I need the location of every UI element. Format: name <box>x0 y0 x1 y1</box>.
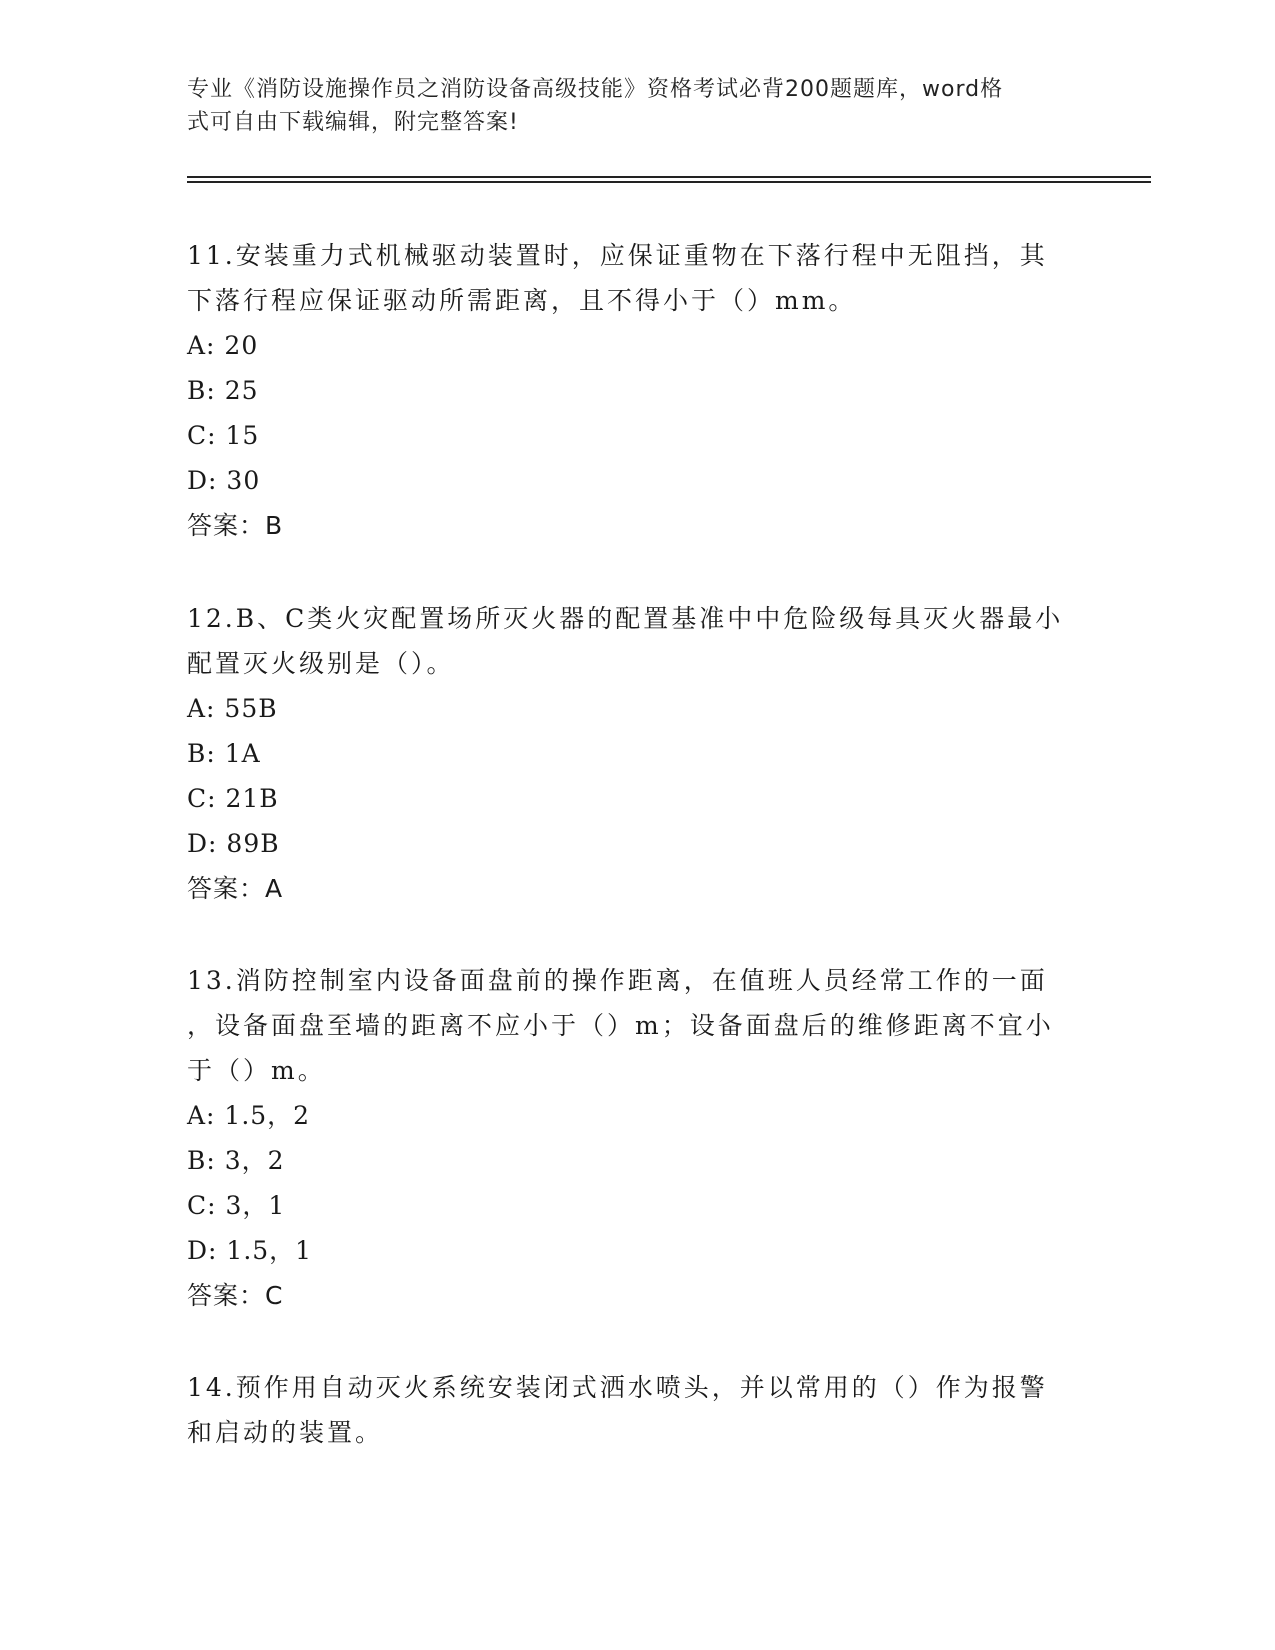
option-d: D: 30 <box>187 466 261 495</box>
question-text-line: 配置灭火级别是（）。 <box>187 649 455 678</box>
option-c: C: 15 <box>187 421 260 450</box>
question-13 <box>187 958 1087 1318</box>
option-d: D: 1.5，1 <box>187 1236 313 1265</box>
option-c: C: 3，1 <box>187 1191 286 1220</box>
question-text-line: 下落行程应保证驱动所需距离，且不得小于（）mm。 <box>187 286 857 315</box>
question-14 <box>187 1365 1087 1455</box>
question-11 <box>187 233 1087 548</box>
question-text-line: ，设备面盘至墙的距离不应小于（）m；设备面盘后的维修距离不宜小 <box>187 1011 1054 1040</box>
option-c: C: 21B <box>187 784 279 813</box>
question-12 <box>187 596 1087 911</box>
answer: 答案：A <box>187 874 284 903</box>
option-b: B: 25 <box>187 376 259 405</box>
header-line-1: 专业《消防设施操作员之消防设备高级技能》资格考试必背200题题库，word格 <box>187 77 1004 102</box>
document-header <box>187 73 1067 139</box>
question-text-line: 14.预作用自动灭火系统安装闭式洒水喷头，并以常用的（）作为报警 <box>187 1373 1048 1402</box>
header-line-2: 式可自由下载编辑，附完整答案! <box>187 110 519 135</box>
option-a: A: 20 <box>187 331 259 360</box>
option-a: A: 1.5，2 <box>187 1101 311 1130</box>
answer: 答案：C <box>187 1281 284 1310</box>
header-divider-top <box>187 176 1151 178</box>
option-a: A: 55B <box>187 694 278 723</box>
question-text-line: 于（）m。 <box>187 1056 326 1085</box>
question-text-line: 13.消防控制室内设备面盘前的操作距离，在值班人员经常工作的一面 <box>187 966 1048 995</box>
answer: 答案：B <box>187 511 284 540</box>
option-b: B: 1A <box>187 739 261 768</box>
question-text-line: 和启动的装置。 <box>187 1418 384 1447</box>
header-divider-bottom <box>187 181 1151 183</box>
question-text-line: 12.B、C类火灾配置场所灭火器的配置基准中中危险级每具灭火器最小 <box>187 604 1064 633</box>
question-text-line: 11.安装重力式机械驱动装置时，应保证重物在下落行程中无阻挡，其 <box>187 241 1048 270</box>
option-d: D: 89B <box>187 829 280 858</box>
option-b: B: 3，2 <box>187 1146 285 1175</box>
